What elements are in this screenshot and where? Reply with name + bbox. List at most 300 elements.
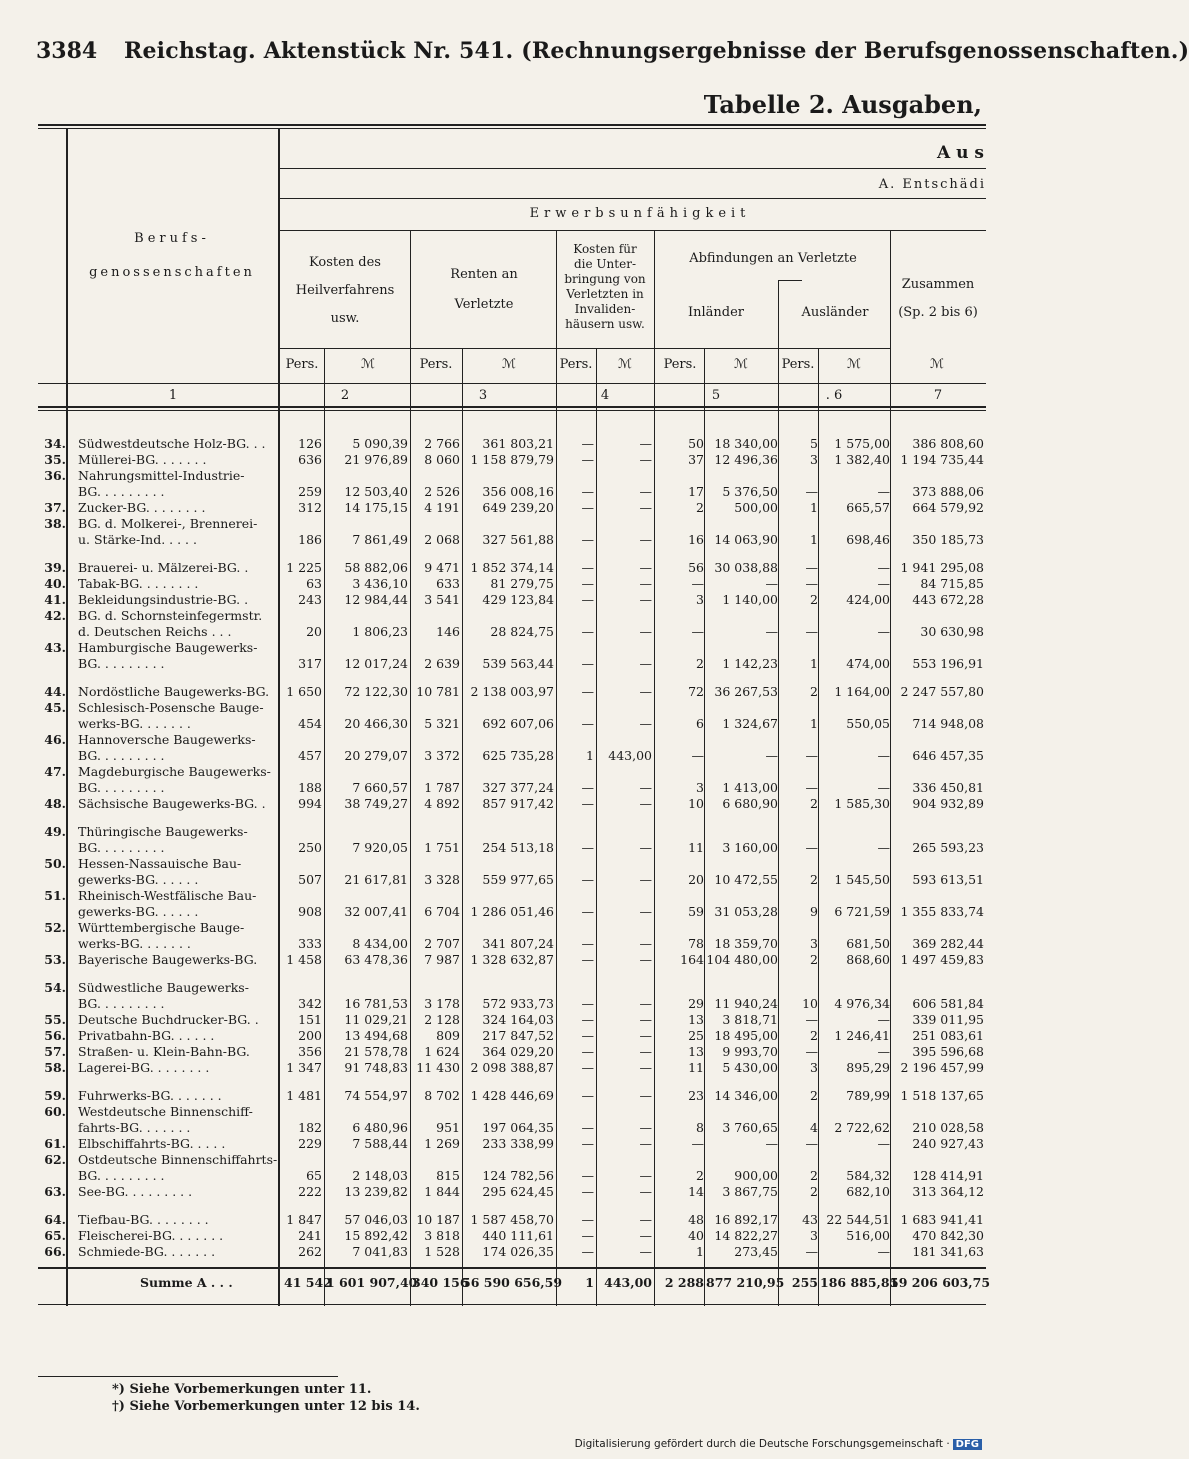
row-number: 36. [44,468,66,483]
table-cell: 40 [688,1228,704,1243]
row-name: Magdeburgische Baugewerks- [78,764,271,779]
table-cell: — [581,1184,594,1199]
table-cell: — [581,904,594,919]
table-row [0,1244,1000,1260]
table-cell: 14 [688,1184,704,1199]
table-cell: 646 457,35 [912,748,984,763]
table-cell: 2 [810,684,818,699]
table-cell: 1 [810,532,818,547]
table-cell: 295 624,45 [482,1184,554,1199]
table-cell: — [877,1244,890,1259]
table-cell: — [581,1044,594,1059]
row-number: 50. [44,856,66,871]
row-name: BG. . . . . . . . . [78,1168,165,1183]
table-cell: 13 494,68 [344,1028,408,1043]
table-cell: 15 892,42 [344,1228,408,1243]
table-cell: 32 007,41 [344,904,408,919]
table-cell: 633 [436,576,460,591]
table-cell: — [581,840,594,855]
table-cell: 11 [688,1060,704,1075]
table-cell: 500,00 [734,500,778,515]
row-name: Deutsche Buchdrucker-BG. . [78,1012,259,1027]
table-cell: — [691,1136,704,1151]
table-cell: 1 140,00 [722,592,778,607]
table-cell: 593 613,51 [912,872,984,887]
col4-label-4: Verletzten in [566,287,644,301]
table-cell: 21 578,78 [344,1044,408,1059]
row-name: BG. . . . . . . . . [78,656,165,671]
table-cell: 1 328 632,87 [470,952,554,967]
table-cell: — [581,1012,594,1027]
table-cell: — [639,1244,652,1259]
table-cell: — [639,436,652,451]
table-cell: — [877,1012,890,1027]
table-cell: — [877,1136,890,1151]
table-cell: 327 377,24 [482,780,554,795]
header-rule-units [280,348,890,349]
table-cell: 1 142,23 [722,656,778,671]
table-cell: 895,29 [846,1060,890,1075]
row-number: 37. [44,500,66,515]
row-number: 47. [44,764,66,779]
row-number: 42. [44,608,66,623]
table-cell: 10 187 [416,1212,460,1227]
table-cell: — [877,1044,890,1059]
summe-cell: 186 885,81 [820,1275,899,1290]
table-cell: 3 [810,1060,818,1075]
colnum-1: 1 [168,388,178,403]
table-cell: 20 466,30 [344,716,408,731]
table-cell: 58 882,06 [344,560,408,575]
table-cell: 1 428 446,69 [470,1088,554,1103]
table-cell: 457 [298,748,322,763]
table-cell: 3 818 [424,1228,460,1243]
row-number: 41. [44,592,66,607]
table-cell: 11 430 [416,1060,460,1075]
table-cell: 29 [688,996,704,1011]
row-name: Lagerei-BG. . . . . . . . [78,1060,210,1075]
table-cell: — [765,748,778,763]
table-cell: — [639,996,652,1011]
table-cell: — [639,1044,652,1059]
table-cell: 6 721,59 [834,904,890,919]
table-cell: — [639,1212,652,1227]
table-cell: 625 735,28 [482,748,554,763]
table-row [0,656,1000,672]
colnum-7: 7 [933,388,943,403]
table-cell: — [639,500,652,515]
table-cell: — [765,624,778,639]
table-cell: — [805,748,818,763]
table-cell: 1 585,30 [834,796,890,811]
table-cell: 4 892 [424,796,460,811]
table-cell: 2 068 [424,532,460,547]
row-name: Zucker-BG. . . . . . . . [78,500,206,515]
table-cell: 2 [696,500,704,515]
table-cell: 3 [810,936,818,951]
row-number: 51. [44,888,66,903]
table-cell: 186 [298,532,322,547]
table-cell: — [877,840,890,855]
col4-label-2: die Unter- [574,257,636,271]
table-cell: — [805,484,818,499]
colnum-4: 4 [600,388,610,403]
row-number: 62. [44,1152,66,1167]
row-name: Fuhrwerks-BG. . . . . . . [78,1088,222,1103]
table-cell: 681,50 [846,936,890,951]
table-cell: — [639,780,652,795]
table-cell: 210 028,58 [912,1120,984,1135]
table-row [0,592,1000,608]
table-cell: 2 [810,1168,818,1183]
table-cell: 3 [696,780,704,795]
row-name: Sächsische Baugewerks-BG. . [78,796,266,811]
table-cell: — [639,484,652,499]
table-row [0,904,1000,920]
col1-label-2: genossenschaften [89,265,255,280]
table-cell: 23 [688,1088,704,1103]
table-cell: 8 702 [424,1088,460,1103]
row-number: 63. [44,1184,66,1199]
row-name: gewerks-BG. . . . . . [78,904,199,919]
table-cell: 584,32 [846,1168,890,1183]
table-cell: — [581,1136,594,1151]
unit-mark-5: ℳ [734,357,748,372]
table-cell: 429 123,84 [482,592,554,607]
table-cell: 3 328 [424,872,460,887]
table-cell: 649 239,20 [482,500,554,515]
table-cell: 1 587 458,70 [470,1212,554,1227]
table-cell: 1 194 735,44 [900,452,984,467]
col5-label: Inländer [687,305,745,320]
table-row [0,1228,1000,1244]
table-cell: 908 [298,904,322,919]
table-cell: — [877,780,890,795]
table-cell: 50 [688,436,704,451]
table-cell: — [581,1228,594,1243]
table-cell: 65 [306,1168,322,1183]
table-cell: 1 269 [424,1136,460,1151]
table-cell: 698,46 [846,532,890,547]
row-name: BG. . . . . . . . . [78,484,165,499]
table-row [0,732,1000,748]
col7-label-2: (Sp. 2 bis 6) [898,305,978,320]
table-cell: 550,05 [846,716,890,731]
table-cell: 12 017,24 [344,656,408,671]
table-row [0,468,1000,484]
table-cell: 324 164,03 [482,1012,554,1027]
row-name: fahrts-BG. . . . . . . [78,1120,191,1135]
colnum-bottom-rule-inner [38,410,986,411]
table-cell: — [581,1028,594,1043]
footnote-2: †) Siehe Vorbemerkungen unter 12 bis 14. [112,1399,420,1414]
table-cell: 14 175,15 [344,500,408,515]
table-cell: 3 541 [424,592,460,607]
table-row [0,872,1000,888]
row-number: 49. [44,824,66,839]
table-cell: 470 842,30 [912,1228,984,1243]
table-cell: 59 [688,904,704,919]
table-cell: 28 824,75 [490,624,554,639]
page-header [36,38,1189,78]
table-cell: — [639,560,652,575]
table-cell: 16 892,17 [714,1212,778,1227]
erwerb-label: Erwerbsunfähigkeit [529,206,751,221]
table-row [0,716,1000,732]
row-number: 40. [44,576,66,591]
table-cell: — [581,436,594,451]
table-cell: 20 [306,624,322,639]
row-number: 65. [44,1228,66,1243]
table-cell: 48 [688,1212,704,1227]
table-cell: — [805,1136,818,1151]
row-name: BG. . . . . . . . . [78,780,165,795]
row-name: Rheinisch-Westfälische Bau- [78,888,257,903]
table-cell: — [639,452,652,467]
table-cell: 2 [810,796,818,811]
table-cell: 2 098 388,87 [470,1060,554,1075]
table-cell: 474,00 [846,656,890,671]
summe-cell: 59 206 603,75 [890,1275,991,1290]
table-cell: 12 496,36 [714,452,778,467]
table-row [0,796,1000,812]
table-cell: — [691,748,704,763]
table-row [0,516,1000,532]
row-number: 60. [44,1104,66,1119]
table-cell: 21 976,89 [344,452,408,467]
table-cell: — [581,1088,594,1103]
table-cell: — [805,624,818,639]
table-cell: — [639,1168,652,1183]
summe-cell: 340 156 [412,1275,469,1290]
table-cell: — [581,1244,594,1259]
table-row [0,920,1000,936]
table-cell: 373 888,06 [912,484,984,499]
row-name: Nordöstliche Baugewerks-BG. [78,684,270,699]
table-cell: — [639,1184,652,1199]
table-row [0,748,1000,764]
col4-label-1: Kosten für [573,242,637,256]
table-cell: 11 940,24 [714,996,778,1011]
table-row [0,436,1000,452]
table-cell: 8 060 [424,452,460,467]
table-cell: — [877,560,890,575]
table-cell: — [581,936,594,951]
col6-label: Ausländer [801,305,869,320]
table-cell: 78 [688,936,704,951]
table-cell: 262 [298,1244,322,1259]
row-name: Fleischerei-BG. . . . . . . [78,1228,224,1243]
table-cell: 63 [306,576,322,591]
header-rule-entschaedigung [280,198,986,199]
table-cell: 243 [298,592,322,607]
table-cell: 809 [436,1028,460,1043]
row-name: Ostdeutsche Binnenschiffahrts- [78,1152,278,1167]
table-cell: 2 196 457,99 [900,1060,984,1075]
table-cell: 265 593,23 [912,840,984,855]
colnum-2: 2 [340,388,350,403]
table-cell: 1 575,00 [834,436,890,451]
col4-label-6: häusern usw. [565,317,645,331]
row-name: BG. . . . . . . . . [78,996,165,1011]
row-number: 48. [44,796,66,811]
table-row [0,1044,1000,1060]
table-cell: — [639,904,652,919]
dfg-credit [575,1438,982,1450]
table-cell: 10 472,55 [714,872,778,887]
table-cell: 8 [696,1120,704,1135]
table-cell: — [639,1136,652,1151]
col2-label-3: usw. [330,311,360,326]
row-name: Straßen- u. Klein-Bahn-BG. [78,1044,250,1059]
table-cell: 9 471 [424,560,460,575]
summe-cell: 41 542 [284,1275,332,1290]
table-cell: 443 672,28 [912,592,984,607]
table-cell: 31 053,28 [714,904,778,919]
row-number: 61. [44,1136,66,1151]
table-row [0,1120,1000,1136]
table-cell: — [639,684,652,699]
table-cell: 5 321 [424,716,460,731]
table-cell: 10 [688,796,704,811]
table-cell: 317 [298,656,322,671]
summe-row [0,1275,1000,1291]
table-cell: 2 [810,1028,818,1043]
table-cell: 9 993,70 [722,1044,778,1059]
table-cell: 2 138 003,97 [470,684,554,699]
table-cell: 240 927,43 [912,1136,984,1151]
table-cell: 606 581,84 [912,996,984,1011]
table-cell: — [805,560,818,575]
table-cell: 11 [688,840,704,855]
table-cell: 714 948,08 [912,716,984,731]
table-cell: 13 [688,1012,704,1027]
table-cell: 2 247 557,80 [900,684,984,699]
table-cell: — [581,576,594,591]
table-row [0,888,1000,904]
table-cell: 182 [298,1120,322,1135]
table-cell: 1 497 459,83 [900,952,984,967]
table-cell: 146 [436,624,460,639]
table-cell: 16 781,53 [344,996,408,1011]
table-cell: 164 [680,952,704,967]
row-name: Tiefbau-BG. . . . . . . . [78,1212,209,1227]
table-cell: 3 178 [424,996,460,1011]
table-cell: 1 852 374,14 [470,560,554,575]
row-number: 55. [44,1012,66,1027]
table-cell: 197 064,35 [482,1120,554,1135]
row-name: BG. d. Molkerei-, Brennerei- [78,516,258,531]
table-cell: — [581,500,594,515]
table-cell: 8 434,00 [352,936,408,951]
table-cell: 30 630,98 [920,624,984,639]
table-cell: 4 [810,1120,818,1135]
table-cell: 369 282,44 [912,936,984,951]
table-cell: — [639,592,652,607]
row-number: 52. [44,920,66,935]
table-cell: 273,45 [734,1244,778,1259]
table-cell: 1 355 833,74 [900,904,984,919]
table-row [0,996,1000,1012]
table-row [0,560,1000,576]
table-cell: 7 588,44 [352,1136,408,1151]
table-cell: 868,60 [846,952,890,967]
table-cell: 6 680,90 [722,796,778,811]
table-cell: 395 596,68 [912,1044,984,1059]
summe-cell: 443,00 [604,1275,652,1290]
table-cell: — [639,1012,652,1027]
table-cell: 14 346,00 [714,1088,778,1103]
table-cell: 11 029,21 [344,1012,408,1027]
table-cell: 443,00 [608,748,652,763]
table-row [0,1012,1000,1028]
summe-cell: 1 601 907,40 [326,1275,418,1290]
row-name: u. Stärke-Ind. . . . . [78,532,197,547]
group-top-label: A u s [937,143,984,163]
table-row [0,624,1000,640]
table-row [0,980,1000,996]
row-name: Hannoversche Baugewerks- [78,732,256,747]
table-cell: 2 766 [424,436,460,451]
table-row [0,452,1000,468]
table-cell: — [639,796,652,811]
table-row [0,780,1000,796]
row-number: 56. [44,1028,66,1043]
table-cell: — [877,484,890,499]
table-cell: 18 359,70 [714,936,778,951]
row-name: Privatbahn-BG. . . . . . [78,1028,215,1043]
row-name: Thüringische Baugewerks- [78,824,248,839]
table-cell: 7 861,49 [352,532,408,547]
table-row [0,952,1000,968]
table-cell: 72 122,30 [344,684,408,699]
table-cell: 126 [298,436,322,451]
row-name: Württembergische Bauge- [78,920,245,935]
table-cell: — [581,780,594,795]
unit-pers-3: Pers. [419,357,453,372]
row-name: Brauerei- u. Mälzerei-BG. . [78,560,249,575]
colnum-3: 3 [478,388,488,403]
table-cell: 356 008,16 [482,484,554,499]
table-cell: 5 430,00 [722,1060,778,1075]
table-cell: 682,10 [846,1184,890,1199]
table-cell: — [805,840,818,855]
unit-mark-6: ℳ [847,357,861,372]
row-number: 39. [44,560,66,575]
table-cell: 333 [298,936,322,951]
table-cell: 74 554,97 [344,1088,408,1103]
table-cell: — [691,624,704,639]
row-number: 53. [44,952,66,967]
table-cell: 1 246,41 [834,1028,890,1043]
col7-label-1: Zusammen [901,277,975,292]
table-cell: 994 [298,796,322,811]
table-row [0,1168,1000,1184]
table-cell: 30 038,88 [714,560,778,575]
table-cell: — [765,1136,778,1151]
table-cell: — [639,1228,652,1243]
row-number: 35. [44,452,66,467]
table-cell: 2 [696,1168,704,1183]
table-cell: 1 [696,1244,704,1259]
table-cell: 174 026,35 [482,1244,554,1259]
table-cell: 364 029,20 [482,1044,554,1059]
table-cell: 507 [298,872,322,887]
table-cell: — [581,560,594,575]
abfindungen-label: Abfindungen an Verletzte [689,251,857,266]
table-cell: — [581,872,594,887]
table-cell: 1 [810,656,818,671]
